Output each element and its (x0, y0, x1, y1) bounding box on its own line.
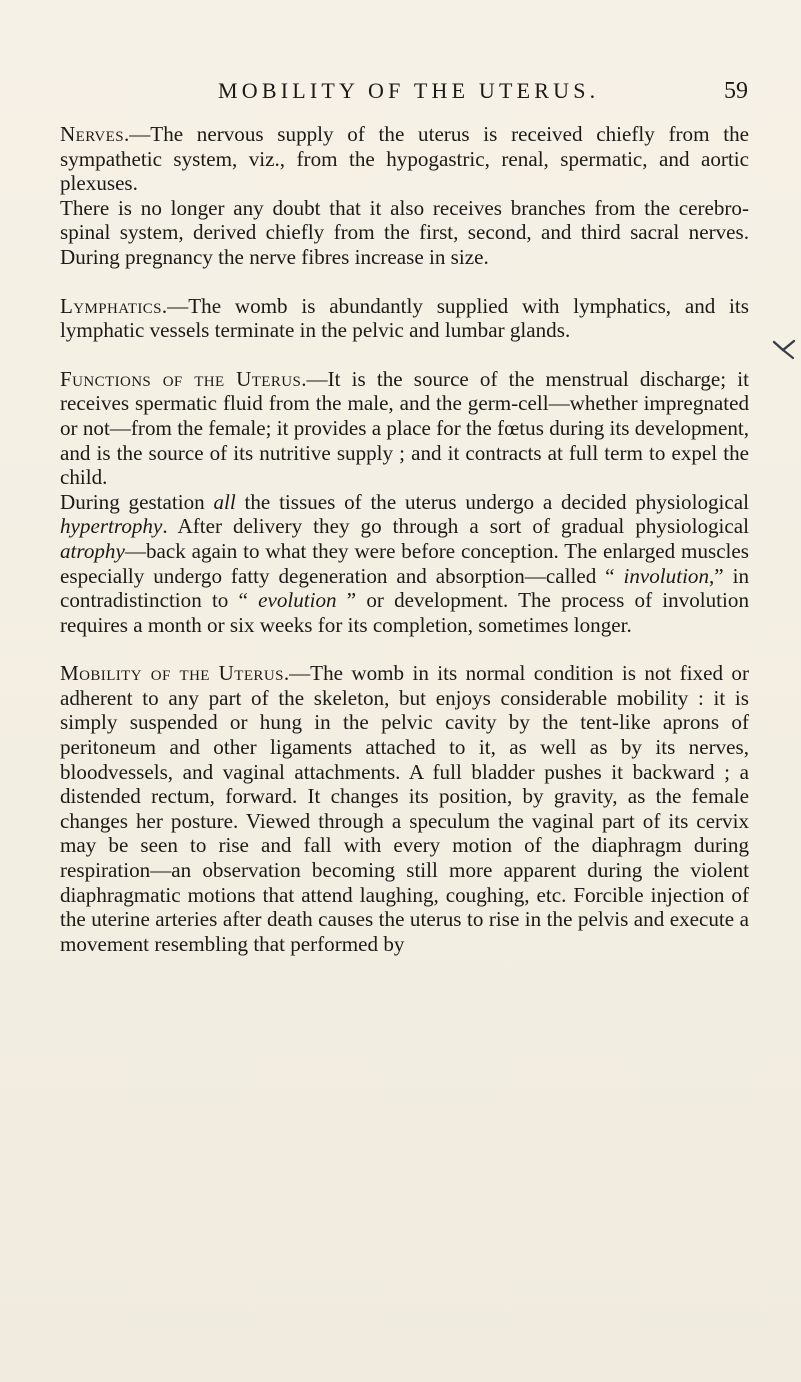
emphasis-all: all (213, 489, 236, 514)
page-number: 59 (724, 78, 748, 104)
pencil-check-mark-icon (772, 337, 796, 361)
emphasis-hypertrophy: hypertrophy (60, 514, 163, 539)
section-heading-lymphatics: Lymphatics (60, 293, 162, 318)
paragraph-nerves (60, 122, 749, 196)
section-heading-functions: Functions of the Uterus (60, 366, 302, 391)
section-heading-nerves: Nerves (60, 122, 124, 146)
body-text (60, 122, 749, 956)
mobility-text: .—The womb in its normal condition is not fixed or adherent to any part of the skeleton, but enjoys considerable mobility : it is simply suspended or hung in the pelvic cavity by the tent-like aprons of peritoneum and other ligaments attached to it, as well as by its nerves, bloodvessels, and vaginal attachments. A full bladder pushes it backward ; a distended rectum, forward. It changes its position, by gravity, as the female changes her posture. Viewed through a speculum the vaginal part of its cervix may be seen to rise and fall with every motion of the diaphragm during respiration—an observation becoming still more apparent during the violent diaphragmatic motions that attend laughing, coughing, etc. Forcible injection of the uterine arteries after death causes the uterus to rise in the pelvis and execute a movement resembling that performed by (60, 661, 749, 956)
gestation-text-f: ” or development. The process of involution requires a month or six weeks for its completion, sometimes longer. (60, 588, 749, 637)
emphasis-involution: involution (623, 563, 710, 588)
lymphatics-text: .—The womb is abundantly supplied with lymphatics, and its lymphatic vessels terminate in the pelvic and lumbar glands. (60, 293, 749, 343)
emphasis-evolution: evolution (258, 588, 337, 613)
gestation-text-e: ,” in contradistinction to “ (60, 563, 750, 613)
functions-text: .—It is the source of the menstrual discharge; it receives spermatic fluid from the male, and the germ-cell—whether impregnated or not—from the female; it provides a place for the fœtus during its development, and is the source of its nutritive supply ; and it contracts at full term to expel the child. (60, 366, 749, 490)
section-heading-mobility: Mobility of the Uterus (60, 661, 284, 686)
gestation-text-b: the tissues of the uterus undergo a decided physiological (235, 489, 749, 514)
gestation-text-a: During gestation (60, 489, 214, 514)
nerves-text: .—The nervous supply of the uterus is received chiefly from the sympathetic system, viz., from the hypogastric, renal, spermatic, and aortic plexuses. (60, 122, 749, 196)
emphasis-atrophy: atrophy (60, 538, 125, 563)
paragraph-lymphatics (60, 294, 749, 343)
running-title: MOBILITY OF THE UTERUS. (218, 78, 600, 103)
gestation-text-d: —back again to what they were before conception. The enlarged muscles especially undergo fatty degeneration and absorption—called “ (60, 538, 749, 588)
paragraph-functions (60, 367, 749, 490)
paragraph-gestation (60, 490, 749, 638)
paragraph-spacer (60, 270, 749, 294)
gestation-text-c: . After delivery they go through a sort of gradual physiological (162, 514, 749, 539)
paragraph-spacer (60, 343, 749, 367)
paragraph-mobility (60, 661, 749, 956)
paragraph-spacer (60, 637, 749, 661)
paragraph-nerves-continued: There is no longer any doubt that it also receives branches from the cerebro-spinal system, derived chiefly from the first, second, and third sacral nerves. During pregnancy the nerve fibres increase in size. (60, 195, 749, 269)
running-head (218, 78, 748, 108)
